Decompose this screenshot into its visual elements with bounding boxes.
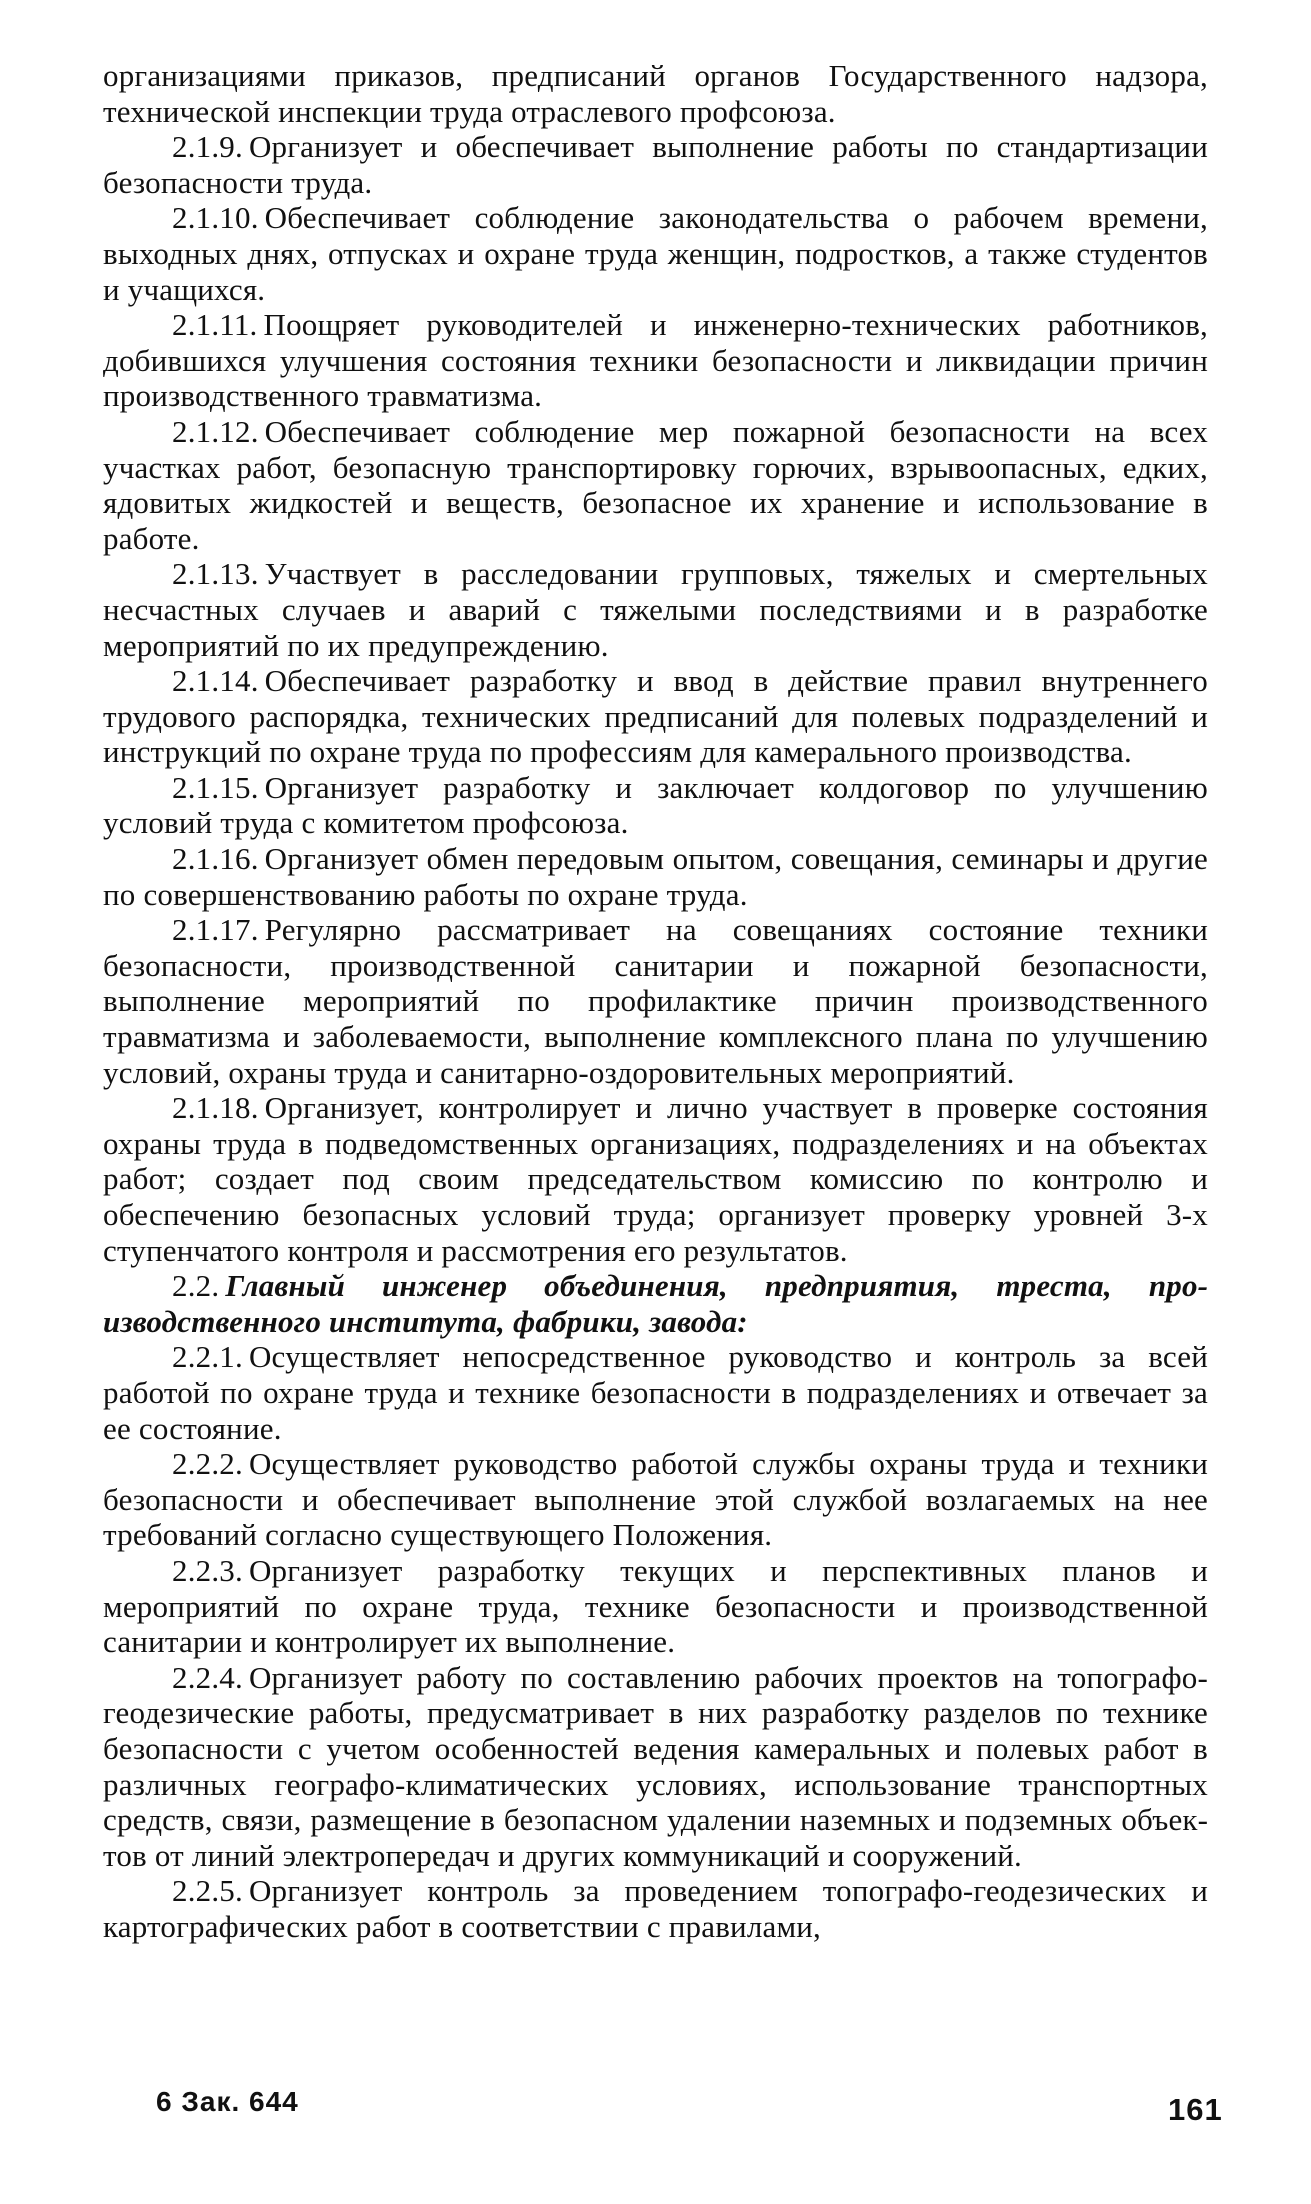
paragraph-2-1-10 [103, 200, 1208, 307]
paragraph-text: Организует обмен передовым опытом, совещания, семинары и другие по совершенствованию работы по охране труда. [103, 841, 1208, 912]
paragraph-2-1-9 [103, 129, 1208, 200]
paragraph-number: 2.1.10. [172, 200, 259, 236]
paragraph-2-1-14 [103, 663, 1208, 770]
paragraph-2-1-16 [103, 841, 1208, 912]
paragraph-text: Обеспечивает разработку и ввод в действие правил внутреннего трудового распорядка, технических предписаний для полевых подразделений и инструкций по охране труда по профессиям для камерального производства. [103, 663, 1208, 770]
paragraph-number: 2.1.14. [172, 663, 259, 699]
paragraph-text: Организует и обеспечивает выполнение работы по стандартизации безопасности труда. [103, 129, 1208, 200]
paragraph-text: Организует, контролирует и лично участвует в проверке состояния охраны труда в подведомственных организациях, подразделениях и на объектах работ; создает под своим председательством комиссию по контролю и обеспечению безопасных условий труда; организует проверку уровней 3-х ступенчатого контроля и рассмотрения его результатов. [103, 1090, 1208, 1268]
paragraph-text: Поощряет руководителей и инженерно-технических работников, добившихся улучшения состояния техники безопасности и ликвидации причин производственного травматизма. [103, 307, 1208, 414]
paragraph-number: 2.1.16. [172, 841, 259, 877]
paragraph-text: Регулярно рассматривает на совещаниях состояние техники безопасности, производственной санитарии и пожарной безопасности, выполнение мероприятий по профилактике причин производственного травматизма и заболеваемости, выполнение комплексного плана по улучшению условий, охраны труда и санитарно-оздоровительных мероприятий. [103, 912, 1208, 1090]
paragraph-number: 2.2.2. [172, 1446, 243, 1482]
paragraph-continuation [103, 58, 1208, 129]
page-number: 161 [1168, 2092, 1223, 2127]
paragraph-2-2-1 [103, 1339, 1208, 1446]
paragraph-2-1-15 [103, 770, 1208, 841]
paragraph-number: 2.2.5. [172, 1873, 243, 1909]
paragraph-text: Обеспечивает соблюдение законодательства о рабочем времени, выходных днях, отпусках и охране труда женщин, подростков, а также студентов и учащихся. [103, 200, 1208, 307]
paragraph-2-2-5 [103, 1873, 1208, 1944]
section-number: 2.2. [172, 1268, 220, 1304]
paragraph-2-1-17 [103, 912, 1208, 1090]
paragraph-text: Осуществляет руководство работой службы охраны труда и техники безопасности и обеспечивает выполнение этой службой возлагаемых на нее требований согласно существующего Положения. [103, 1446, 1208, 1553]
paragraph-number: 2.1.18. [172, 1090, 259, 1126]
paragraph-text: организациями приказов, предписаний органов Государственного надзора, технической инспекции труда отраслевого профсоюза. [103, 58, 1208, 129]
paragraph-2-1-18 [103, 1090, 1208, 1268]
paragraph-number: 2.1.15. [172, 769, 259, 805]
paragraph-text: Организует разработку и заключает колдоговор по улучшению условий труда с комитетом профсоюза. [103, 769, 1208, 841]
section-heading-2-2 [103, 1268, 1208, 1339]
page-footer [0, 2086, 1311, 2146]
paragraph-2-1-12 [103, 414, 1208, 556]
paragraph-2-1-13 [103, 556, 1208, 663]
paragraph-number: 2.1.17. [172, 912, 259, 948]
paragraph-number: 2.2.4. [172, 1659, 243, 1695]
paragraph-number: 2.1.13. [172, 556, 259, 592]
section-heading-text: Главный инженер объединения, предприятия, треста, производственного института, фабрики, завода: [103, 1268, 1208, 1339]
paragraph-text: Организует разработку текущих и перспективных планов и мероприятий по охране труда, технике безопасности и производственной санитарии и контролирует их выполнение. [103, 1552, 1208, 1660]
paragraph-2-2-3 [103, 1553, 1208, 1660]
document-page [103, 58, 1208, 1944]
paragraph-number: 2.1.9. [172, 129, 243, 165]
printing-signature: 6 Зак. 644 [156, 2086, 299, 2117]
paragraph-number: 2.1.11. [172, 307, 258, 343]
paragraph-2-2-2 [103, 1446, 1208, 1553]
paragraph-text: Участвует в расследовании групповых, тяжелых и смертельных несчастных случаев и аварий с тяжелыми последствиями и в разработке мероприятий по их предупреждению. [103, 556, 1208, 663]
paragraph-text: Организует контроль за проведением топографо-геодезических и картографических работ в соответствии с правилами, [103, 1873, 1208, 1944]
paragraph-number: 2.1.12. [172, 413, 259, 449]
paragraph-2-1-11 [103, 307, 1208, 414]
paragraph-number: 2.2.3. [172, 1552, 243, 1588]
paragraph-text: Организует работу по составлению рабочих проектов на топографо-геодезические работы, предусматривает в них разработку разделов по технике безопасности с учетом особенностей ведения камеральных и полевых работ в различных географо-климатических условиях, использование транспортных средств, связи, размещение в безопасном удалении наземных и подземных объектов от линий электропередач и других коммуникаций и сооружений. [103, 1659, 1208, 1873]
paragraph-2-2-4 [103, 1660, 1208, 1874]
paragraph-text: Обеспечивает соблюдение мер пожарной безопасности на всех участках работ, безопасную транспортировку горючих, взрывоопасных, едких, ядовитых жидкостей и веществ, безопасное их хранение и использование в работе. [103, 413, 1208, 556]
paragraph-text: Осуществляет непосредственное руководство и контроль за всей работой по охране труда и технике безопасности в подразделениях и отвечает за ее состояние. [103, 1339, 1208, 1446]
paragraph-number: 2.2.1. [172, 1339, 243, 1375]
